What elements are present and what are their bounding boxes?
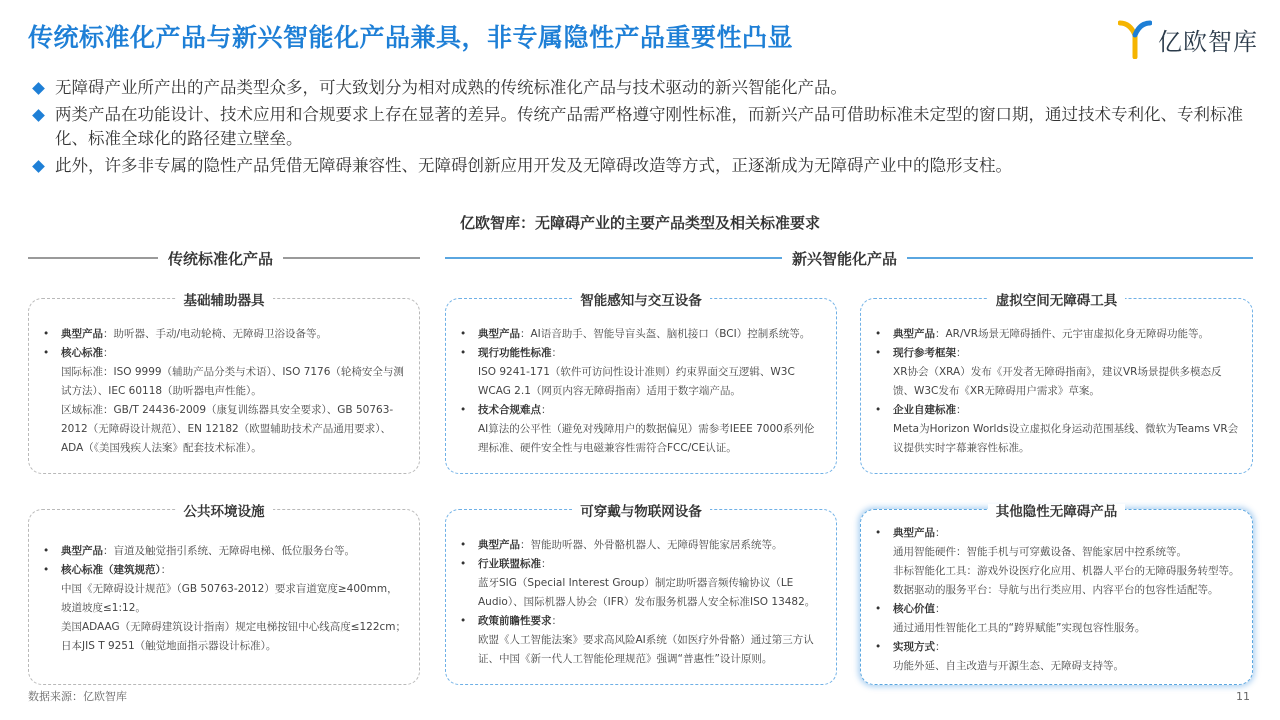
card-public-facilities: 公共环境设施 • 典型产品：盲道及触觉指引系统、无障碍电梯、低位服务台等。 • 核心标准（建筑规范）： 中国《无障碍设计规范》（GB 50763-2012）要求盲道宽度≥400mm，坡道坡度≤1:12。 美国ADAAG（无障碍建筑设计指南）规定电梯按钮中心线高度≤122cm；日本JIS T 9251（触觉地面指示器设计标准）。 (28, 509, 420, 685)
card-smart-perception: 智能感知与交互设备 • 典型产品：AI语音助手、智能导盲头盔、脑机接口（BCI）控制系统等。 • 现行功能性标准： ISO 9241-171（软件可访问性设计准则）约束界面交互逻辑、W3C WCAG 2.1（网页内容无障碍指南）适用于数字端产品。 • 技术合规难点： AI算法的公平性（避免对残障用户的数据偏见）需参考IEEE 7000系列伦理标准、硬件安全性与电磁兼容性需符合FCC/CE认证。 (445, 298, 837, 474)
page-title: 传统标准化产品与新兴智能化产品兼具，非专属隐性产品重要性凸显 (28, 23, 794, 52)
intro-bullet-text: 两类产品在功能设计、技术应用和合规要求上存在显著的差异。传统产品需严格遵守刚性标准，而新兴产品可借助标准未定型的窗口期，通过技术专利化、专利标准化、标准全球化的路径建立壁垒。 (55, 105, 1243, 148)
intro-bullet-text: 无障碍产业所产出的产品类型众多，可大致划分为相对成熟的传统标准化产品与技术驱动的新兴智能化产品。 (55, 78, 847, 97)
data-source: 数据来源：亿欧智库 (28, 690, 127, 703)
intro-bullet (30, 76, 1255, 100)
card-title: 基础辅助器具 (176, 293, 273, 309)
card-title: 公共环境设施 (176, 504, 273, 520)
card-other-hidden: 其他隐性无障碍产品 • 典型产品： 通用智能硬件：智能手机与可穿戴设备、智能家居中控系统等。 非标智能化工具：游戏外设医疗化应用、机器人平台的无障碍服务转型等。 数据驱动的服务平台：导航与出行类应用、内容平台的包容性适配等。 • 核心价值： 通过通用性智能化工具的“跨界赋能”实现包容性服务。 • 实现方式： 功能外延、自主改造与开源生态、无障碍支持等。 (860, 509, 1253, 685)
intro-bullets (30, 76, 1255, 181)
diamond-bullet-icon (32, 82, 45, 95)
card-title: 虚拟空间无障碍工具 (988, 293, 1126, 309)
card-basic-aids: 基础辅助器具 • 典型产品：助听器、手动/电动轮椅、无障碍卫浴设备等。 • 核心标准： 国际标准：ISO 9999（辅助产品分类与术语）、ISO 7176（轮椅安全与测试方法）、IEC 60118（助听器电声性能）。 区域标准：GB/T 24436-2009（康复训练器具安全要求）、GB 50763-2012（无障碍设计规范）、EN 12182（欧盟辅助技术产品通用要求）、ADA（《美国残疾人法案》配套技术标准）。 (28, 298, 420, 474)
logo-icon (1118, 19, 1152, 59)
card-title: 可穿戴与物联网设备 (572, 504, 710, 520)
figure-subtitle: 亿欧智库：无障碍产业的主要产品类型及相关标准要求 (459, 214, 820, 232)
card-title: 其他隐性无障碍产品 (988, 504, 1126, 520)
intro-bullet (30, 154, 1255, 178)
intro-bullet-text: 此外，许多非专属的隐性产品凭借无障碍兼容性、无障碍创新应用开发及无障碍改造等方式，正逐渐成为无障碍产业中的隐形支柱。 (55, 156, 1012, 175)
diamond-bullet-icon (32, 160, 45, 173)
category-emerging: 新兴智能化产品 (782, 248, 907, 269)
diamond-bullet-icon (32, 109, 45, 122)
logo (1118, 18, 1258, 60)
card-title: 智能感知与交互设备 (572, 293, 710, 309)
page-number: 11 (1236, 690, 1250, 703)
category-traditional: 传统标准化产品 (158, 248, 283, 269)
intro-bullet (30, 103, 1255, 151)
card-wearables-iot: 可穿戴与物联网设备 • 典型产品：智能助听器、外骨骼机器人、无障碍智能家居系统等。 • 行业联盟标准： 蓝牙SIG（Special Interest Group）制定助听器音频传输协议（LE Audio）、国际机器人协会（IFR）发布服务机器人安全标准ISO 13482。 • 政策前瞻性要求： 欧盟《人工智能法案》要求高风险AI系统（如医疗外骨骼）通过第三方认证、中国《新一代人工智能伦理规范》强调“普惠性”设计原则。 (445, 509, 837, 685)
card-virtual-space: 虚拟空间无障碍工具 • 典型产品：AR/VR场景无障碍插件、元宇宙虚拟化身无障碍功能等。 • 现行参考框架： XR协会（XRA）发布《开发者无障碍指南》，建议VR场景提供多模态反馈、W3C发布《XR无障碍用户需求》草案。 • 企业自建标准： Meta为Horizon Worlds设立虚拟化身运动范围基线、微软为Teams VR会议提供实时字幕兼容性标准。 (860, 298, 1253, 474)
logo-text: 亿欧智库 (1158, 27, 1258, 56)
